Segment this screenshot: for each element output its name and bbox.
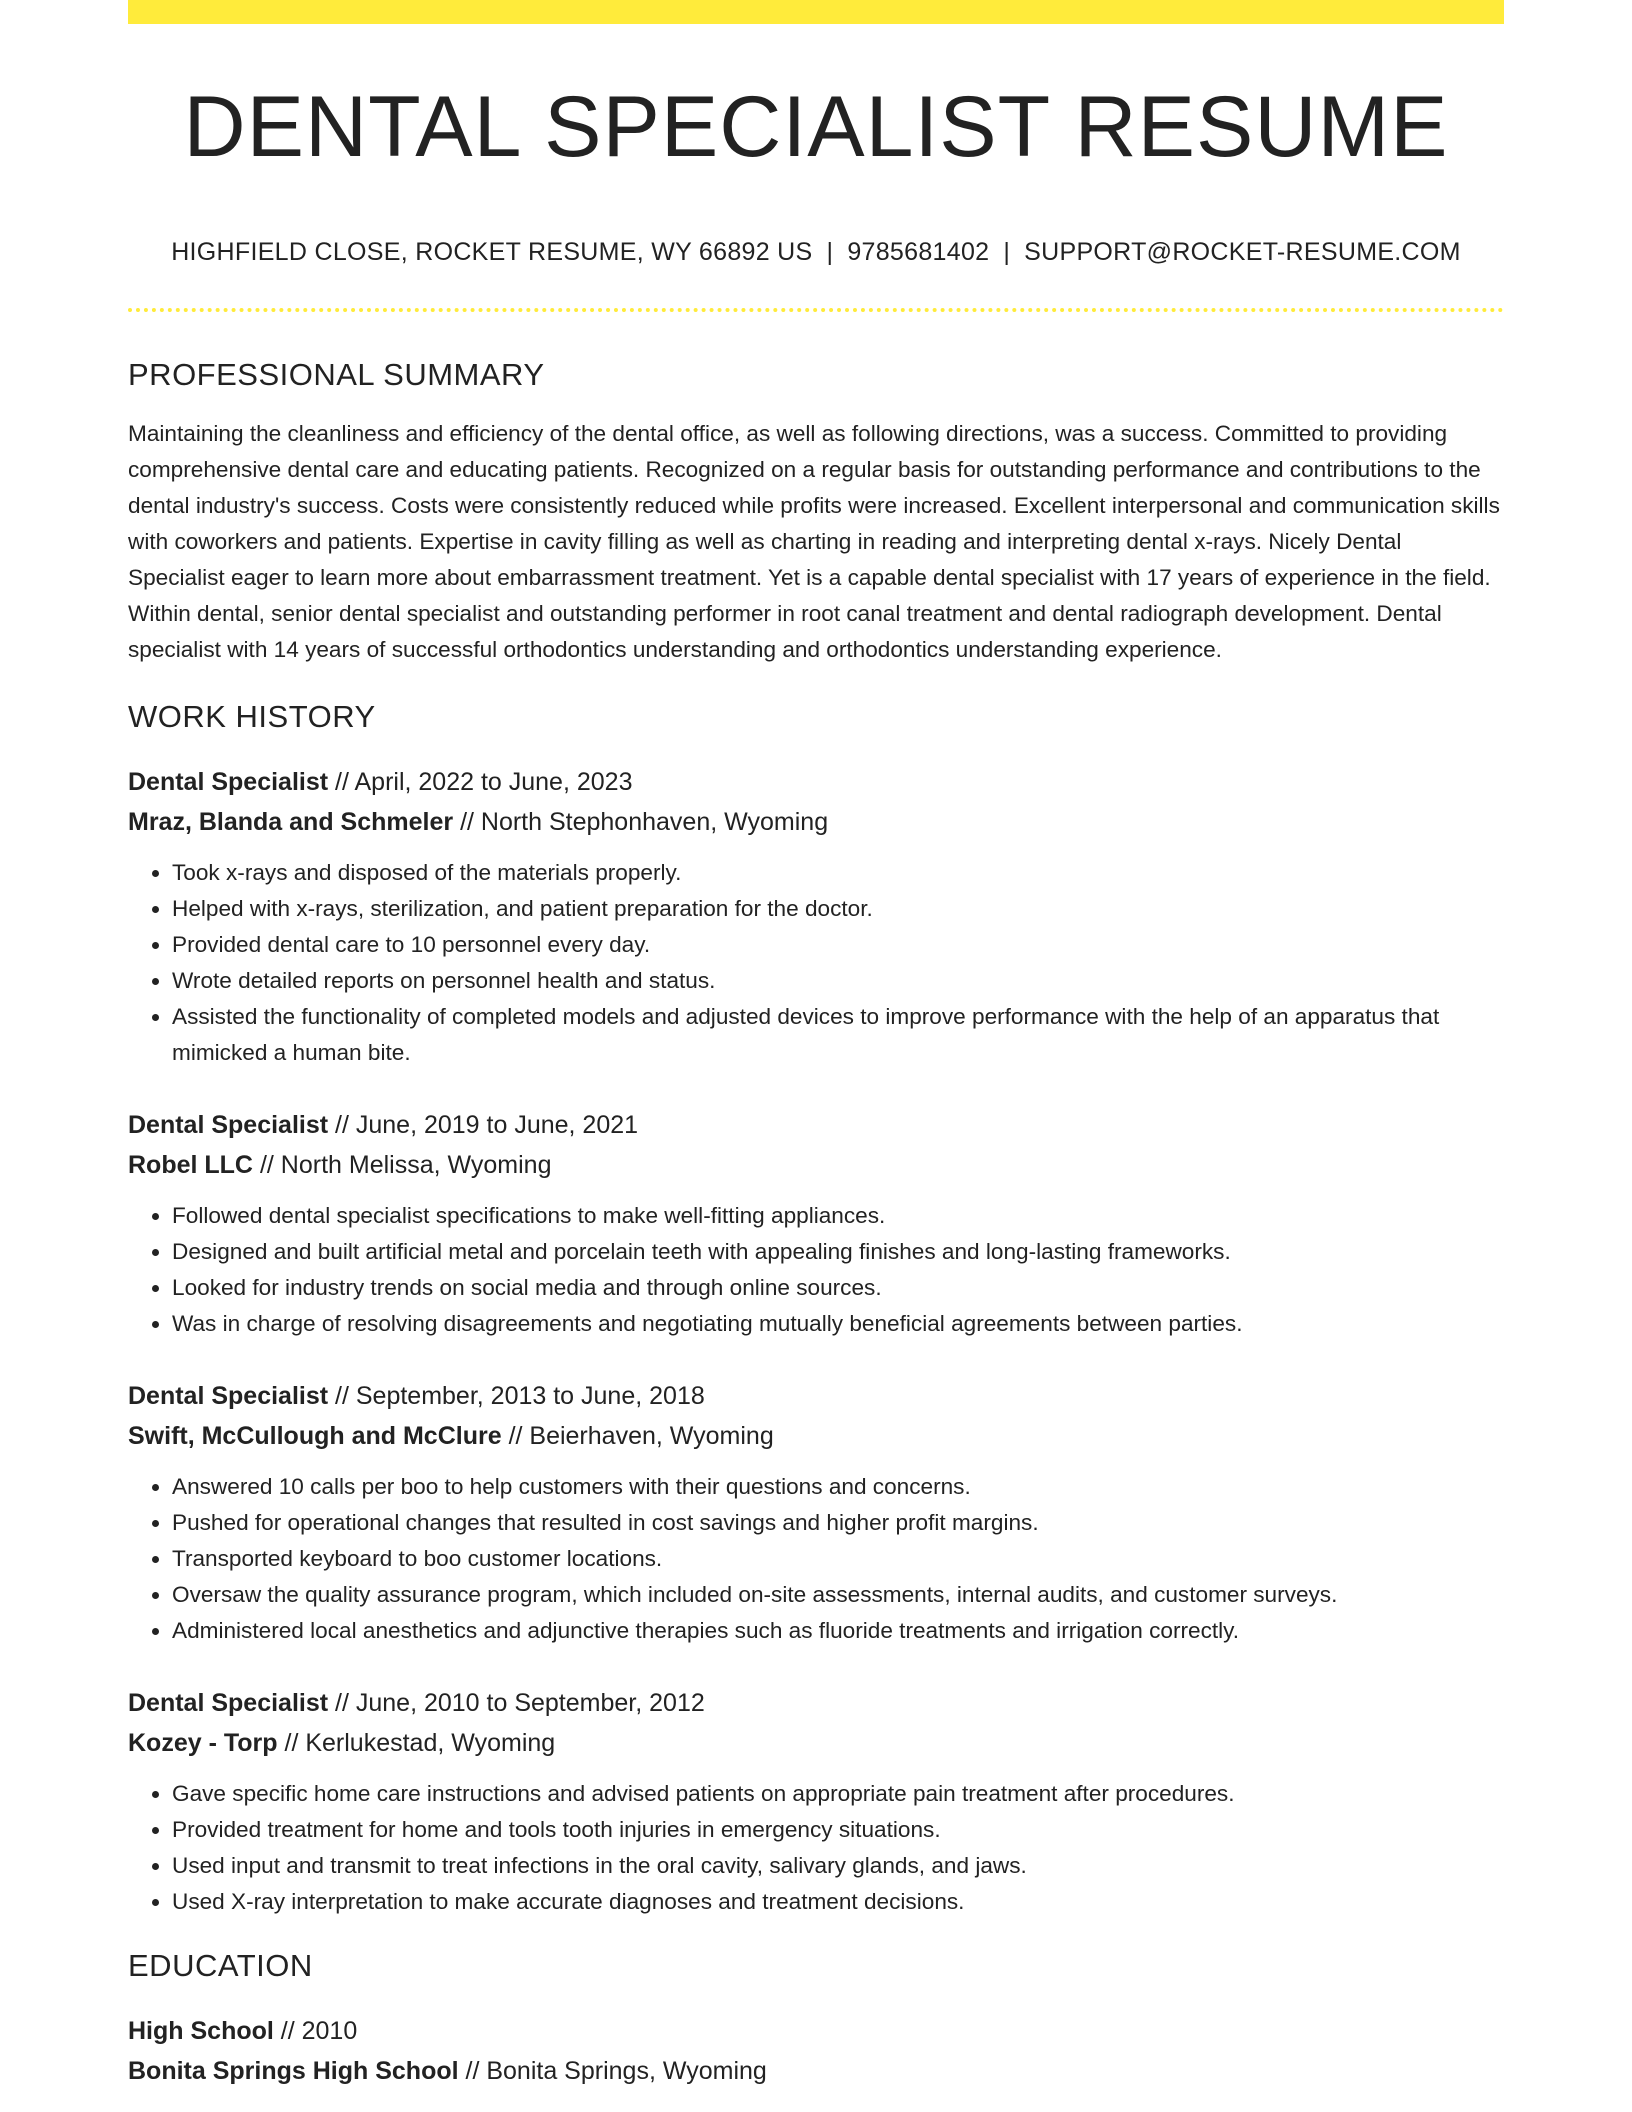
job-bullet: • Took x-rays and disposed of the materials properly. — [172, 855, 1504, 891]
job-company-line — [128, 1416, 1504, 1456]
education-heading: EDUCATION — [128, 1948, 313, 1984]
accent-top-bar — [128, 0, 1504, 24]
dotted-divider — [128, 308, 1504, 312]
job-title: Dental Specialist — [128, 1111, 329, 1140]
summary-text: Maintaining the cleanliness and efficiency of the dental office, as well as following directions, was a success. Committed to providing comprehensive dental care and educating patients. Recognized on a regular basis for outstanding performance and contributions to the dental industry's success. Costs were consistently reduced while profits were increased. Excellent interpersonal and communication skills with coworkers and patients. Expertise in cavity filling as well as charting in reading and interpreting dental x-rays. Nicely Dental Specialist eager to learn more about embarrassment treatment. Yet is a capable dental specialist with 17 years of experience in the field. Within dental, senior dental specialist and outstanding performer in root canal treatment and dental radiograph development. Dental specialist with 14 years of successful orthodontics understanding and orthodontics understanding experience. — [128, 421, 1500, 663]
job-company: Swift, McCullough and McClure — [128, 1422, 502, 1451]
job-dates: // June, 2019 to June, 2021 — [335, 1111, 639, 1140]
job-dates: // September, 2013 to June, 2018 — [335, 1382, 705, 1411]
job-bullets — [128, 855, 1504, 1071]
contact-email: SUPPORT@ROCKET-RESUME.COM — [1024, 238, 1461, 267]
contact-separator: | — [1003, 238, 1011, 267]
job-bullet: • Wrote detailed reports on personnel health and status. — [172, 963, 1504, 999]
job-bullet: • Administered local anesthetics and adjunctive therapies such as fluoride treatments and irrigation correctly. — [172, 1613, 1504, 1649]
job-bullet: • Provided dental care to 10 personnel every day. — [172, 927, 1504, 963]
job-bullet: • Used X-ray interpretation to make accurate diagnoses and treatment decisions. — [172, 1884, 1504, 1920]
job-bullet: • Assisted the functionality of completed models and adjusted devices to improve performance with the help of an apparatus that mimicked a human bite. — [172, 999, 1504, 1071]
contact-line — [128, 238, 1504, 267]
education-degree: High School — [128, 2017, 274, 2046]
education-school-line — [128, 2051, 1504, 2091]
job-bullet: • Oversaw the quality assurance program, which included on-site assessments, internal audits, and customer surveys. — [172, 1577, 1504, 1613]
page-title: DENTAL SPECIALIST RESUME — [183, 79, 1449, 175]
job-bullet: • Transported keyboard to boo customer locations. — [172, 1541, 1504, 1577]
job-bullets — [128, 1776, 1504, 1920]
education-location: // Bonita Springs, Wyoming — [465, 2057, 767, 2086]
job-title-line — [128, 1105, 1504, 1145]
summary-heading: PROFESSIONAL SUMMARY — [128, 357, 545, 393]
job-bullet: • Pushed for operational changes that resulted in cost savings and higher profit margins. — [172, 1505, 1504, 1541]
job-bullet: • Helped with x-rays, sterilization, and patient preparation for the doctor. — [172, 891, 1504, 927]
job-bullet: • Used input and transmit to treat infections in the oral cavity, salivary glands, and jaws. — [172, 1848, 1504, 1884]
job-entry — [128, 1683, 1504, 1920]
job-bullet: • Followed dental specialist specifications to make well-fitting appliances. — [172, 1198, 1504, 1234]
job-title-line — [128, 1376, 1504, 1416]
contact-address: HIGHFIELD CLOSE, ROCKET RESUME, WY 66892 US — [171, 238, 813, 267]
job-company-line — [128, 1145, 1504, 1185]
job-company: Robel LLC — [128, 1151, 253, 1180]
job-bullets — [128, 1198, 1504, 1342]
job-bullet: • Answered 10 calls per boo to help customers with their questions and concerns. — [172, 1469, 1504, 1505]
job-bullet: • Designed and built artificial metal and porcelain teeth with appealing finishes and long-lasting frameworks. — [172, 1234, 1504, 1270]
job-location: // Kerlukestad, Wyoming — [284, 1729, 556, 1758]
job-bullet: • Looked for industry trends on social media and through online sources. — [172, 1270, 1504, 1306]
work-history-heading: WORK HISTORY — [128, 699, 376, 735]
job-company-line — [128, 802, 1504, 842]
job-company-line — [128, 1723, 1504, 1763]
job-entry — [128, 1376, 1504, 1649]
job-company: Mraz, Blanda and Schmeler — [128, 808, 454, 837]
education-year: // 2010 — [280, 2017, 358, 2046]
job-title: Dental Specialist — [128, 1689, 329, 1718]
job-bullet: • Gave specific home care instructions and advised patients on appropriate pain treatment after procedures. — [172, 1776, 1504, 1812]
job-title: Dental Specialist — [128, 768, 329, 797]
education-school: Bonita Springs High School — [128, 2057, 459, 2086]
education-degree-line — [128, 2011, 1504, 2051]
job-entry — [128, 762, 1504, 1071]
job-dates: // June, 2010 to September, 2012 — [335, 1689, 705, 1718]
job-bullets — [128, 1469, 1504, 1649]
job-title: Dental Specialist — [128, 1382, 329, 1411]
education-entry — [128, 2011, 1504, 2091]
job-bullet: • Provided treatment for home and tools tooth injuries in emergency situations. — [172, 1812, 1504, 1848]
job-bullet: • Was in charge of resolving disagreements and negotiating mutually beneficial agreements between parties. — [172, 1306, 1504, 1342]
job-company: Kozey - Torp — [128, 1729, 278, 1758]
resume-page — [128, 0, 1504, 2091]
contact-phone: 9785681402 — [847, 238, 990, 267]
job-title-line — [128, 762, 1504, 802]
job-location: // Beierhaven, Wyoming — [508, 1422, 774, 1451]
contact-separator: | — [826, 238, 834, 267]
job-location: // North Melissa, Wyoming — [259, 1151, 552, 1180]
job-dates: // April, 2022 to June, 2023 — [335, 768, 633, 797]
job-location: // North Stephonhaven, Wyoming — [460, 808, 829, 837]
job-title-line — [128, 1683, 1504, 1723]
job-entry — [128, 1105, 1504, 1342]
